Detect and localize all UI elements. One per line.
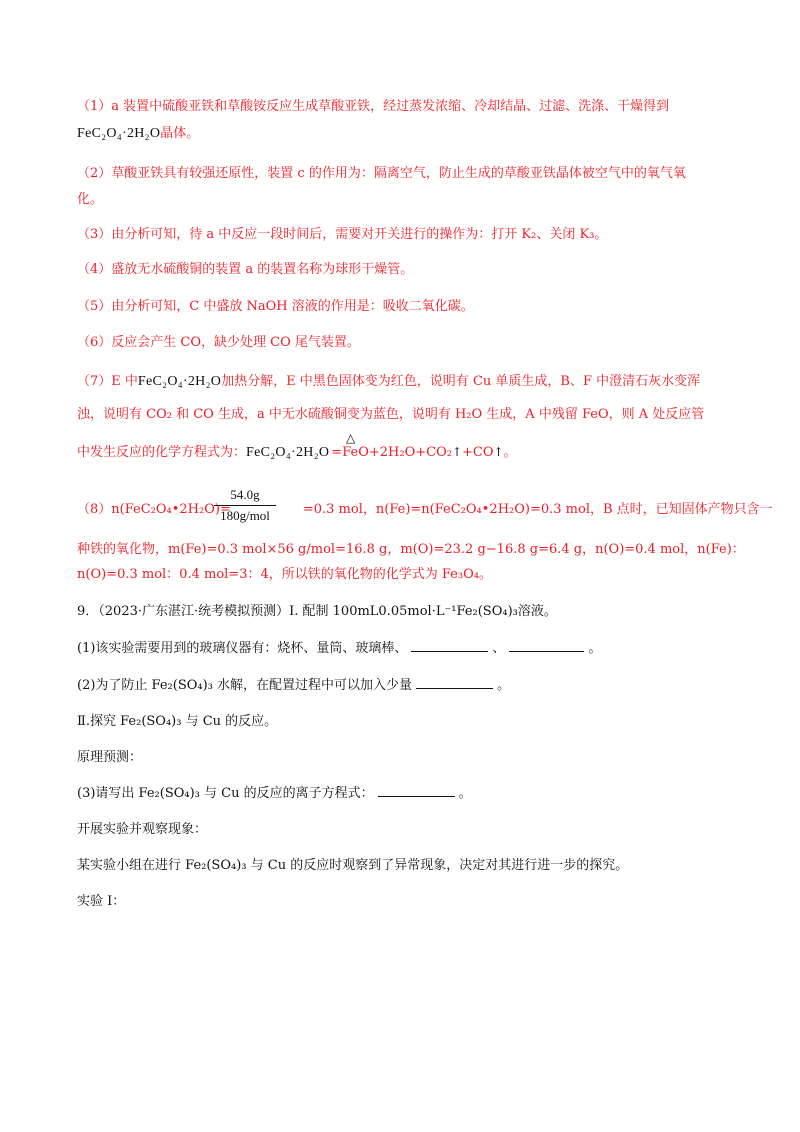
answer-5: （5）由分析可知，C 中盛放 NaOH 溶液的作用是：吸收二氧化碳。 [77, 299, 474, 314]
answer-blank[interactable] [509, 639, 584, 652]
question-9-part-2: (2)为了防止 Fe₂(SO₄)₃ 水解，在配置过程中可以加入少量 。 [77, 678, 511, 693]
answer-2-line-1: （2）草酸亚铁具有较强还原性，装置 c 的作用为：隔离空气，防止生成的草酸亚铁晶体被空气中的氧气氧 [77, 166, 686, 181]
formula-fec2o4: FeC₂O₄·2H₂O [137, 374, 222, 389]
answer-blank[interactable] [411, 639, 488, 652]
answer-blank[interactable] [416, 676, 493, 689]
answer-1-line-1: （1）a 装置中硫酸亚铁和草酸铵反应生成草酸亚铁，经过蒸发浓缩、冷却结晶、过滤、洗涤、干燥得到 [77, 99, 670, 114]
answer-7-line-2: 浊，说明有 CO₂ 和 CO 生成，a 中无水硫酸铜变为蓝色，说明有 H₂O 生成，A 中残留 FeO，则 A 处反应管 [77, 407, 705, 422]
answer-1-line-2: FeC₂O₄·2H₂O晶体。 [77, 126, 200, 141]
observe-heading: 开展实验并观察现象： [77, 822, 208, 837]
answer-7-equation: 中发生反应的化学方程式为：FeC₂O₄·2H₂O =FeO+2H₂O+CO₂↑+CO↑。 [77, 445, 517, 460]
answer-4: （4）盛放无水硫酸铜的装置 a 的装置名称为球形干燥管。 [77, 262, 414, 277]
answer-2-line-2: 化。 [77, 192, 104, 207]
answer-blank[interactable] [378, 784, 455, 797]
question-9-part-3: (3)请写出 Fe₂(SO₄)₃ 与 Cu 的反应的离子方程式： 。 [77, 786, 472, 801]
answer-7-line-1: （7）E 中FeC₂O₄·2H₂O加热分解，E 中黑色固体变为红色，说明有 Cu 单质生成，B、F 中澄清石灰水变浑 [77, 374, 701, 389]
experiment-description: 某实验小组在进行 Fe₂(SO₄)₃ 与 Cu 的反应时观察到了异常现象，决定对其进行进一步的探究。 [77, 858, 629, 873]
principle-heading: 原理预测： [77, 750, 143, 765]
fraction-denominator: 180g/mol [220, 508, 270, 523]
answer-3: （3）由分析可知，待 a 中反应一段时间后，需要对开关进行的操作为：打开 K₂、关闭 K₃。 [77, 227, 608, 242]
question-9-header: 9．（2023·广东湛江·统考模拟预测）Ⅰ. 配制 100mL0.05mol·L⁻¹Fe₂(SO₄)₃溶液。 [77, 604, 557, 619]
answer-8-line-2: 种铁的氧化物，m(Fe)=0.3 mol×56 g/mol=16.8 g，m(O)=23.2 g−16.8 g=6.4 g，n(O)=0.4 mol，n(Fe)： [77, 542, 745, 557]
answer-8-line-3: n(O)=0.3 mol：0.4 mol=3：4，所以铁的氧化物的化学式为 Fe₃O₄。 [77, 567, 492, 582]
formula-fec2o4: FeC₂O₄·2H₂O [77, 126, 161, 141]
gas-arrow-icon: ↑ [451, 445, 463, 459]
answer-8-line-1: （8）n(FeC₂O₄•2H₂O)= =0.3 mol，n(Fe)=n(FeC₂O₄•2H₂O)=0.3 mol，B 点时，已知固体产物只含一 [77, 502, 773, 517]
gas-arrow-icon: ↑ [493, 445, 504, 459]
heating-condition-symbol: △ [346, 431, 356, 445]
equals-sign: = [331, 445, 343, 460]
fraction-numerator: 54.0g [230, 487, 260, 502]
answer-6: （6）反应会产生 CO，缺少处理 CO 尾气装置。 [77, 335, 360, 350]
question-9-part-1: (1)该实验需要用到的玻璃仪器有：烧杯、量筒、玻璃棒、 、 。 [77, 641, 602, 656]
question-9-section-II: Ⅱ.探究 Fe₂(SO₄)₃ 与 Cu 的反应。 [77, 714, 278, 729]
experiment-1-heading: 实验 I： [77, 894, 126, 909]
equation-reactant: FeC₂O₄·2H₂O [246, 445, 330, 460]
